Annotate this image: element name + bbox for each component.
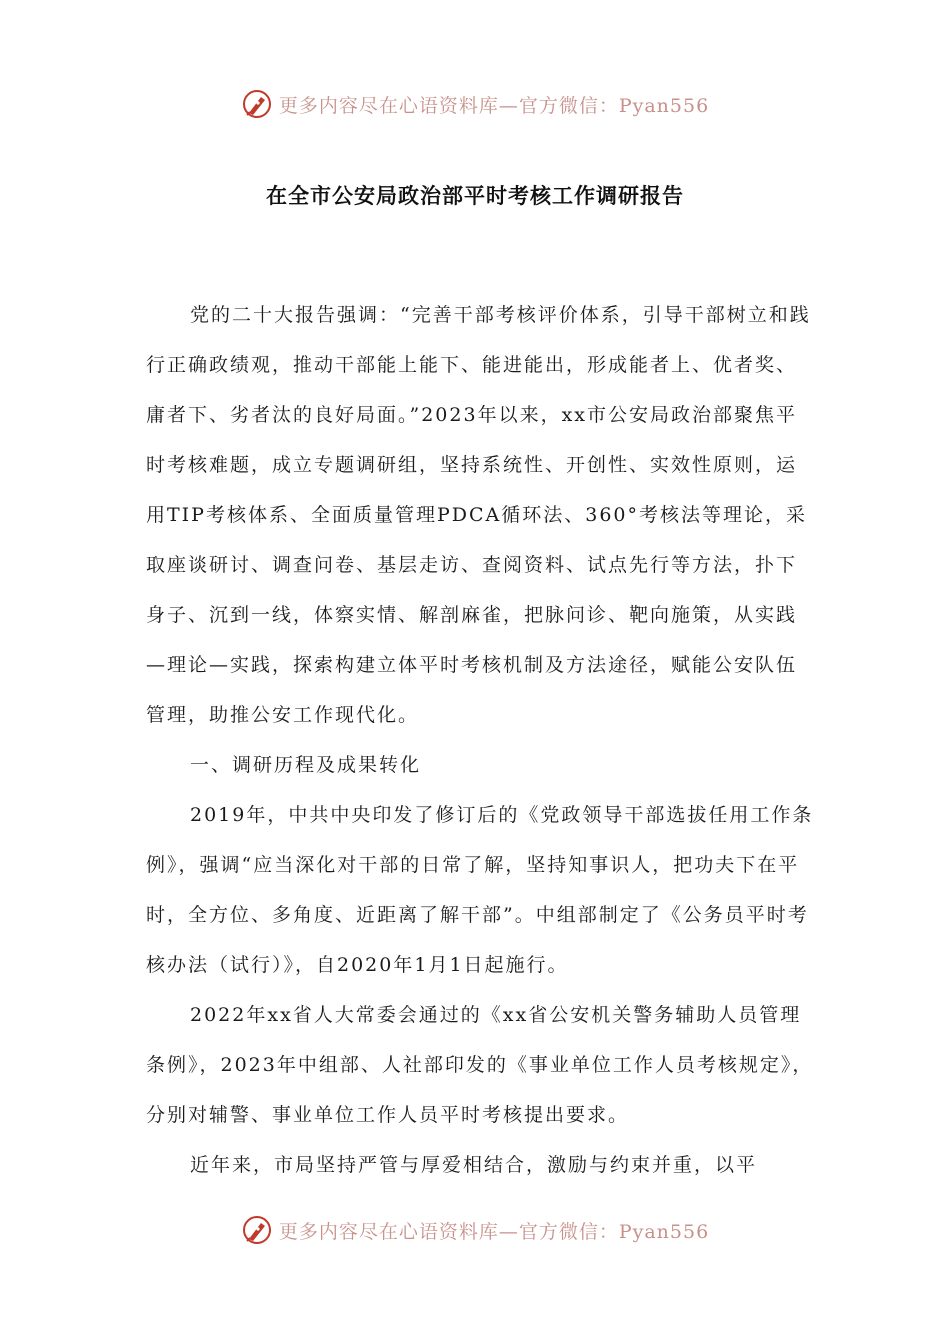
pen-nib-logo-icon [241, 1214, 273, 1246]
watermark-text: 更多内容尽在心语资料库—官方微信：Pyan556 [278, 1220, 710, 1243]
paragraph-2022: 2022年xx省人大常委会通过的《xx省公安机关警务辅助人员管理条例》，2023年中组部、人社部印发的《事业单位工作人员考核规定》，分别对辅警、事业单位工作人员平时考核提出要求。 [146, 1004, 814, 1126]
watermark-footer [0, 1210, 950, 1250]
watermark-text: 更多内容尽在心语资料库—官方微信：Pyan556 [278, 94, 710, 117]
document-body [146, 290, 816, 1190]
watermark-header [0, 84, 950, 124]
document-title: 在全市公安局政治部平时考核工作调研报告 [266, 184, 684, 208]
paragraph-intro: 党的二十大报告强调：“完善干部考核评价体系，引导干部树立和践行正确政绩观，推动干部能上能下、能进能出，形成能者上、优者奖、庸者下、劣者汰的良好局面。”2023年以来，xx市公安局政治部聚焦平时考核难题，成立专题调研组，坚持系统性、开创性、实效性原则，运用TIP考核体系、全面质量管理PDCA循环法、360°考核法等理论，采取座谈研讨、调查问卷、基层走访、查阅资料、试点先行等方法，扑下身子、沉到一线，体察实情、解剖麻雀，把脉问诊、靶向施策，从实践—理论—实践，探索构建立体平时考核机制及方法途径，赋能公安队伍管理，助推公安工作现代化。 [146, 304, 811, 726]
paragraph-recent: 近年来，市局坚持严管与厚爱相结合，激励与约束并重，以平 [190, 1154, 758, 1176]
section-heading: 一、调研历程及成果转化 [190, 754, 422, 776]
pen-nib-logo-icon [241, 88, 273, 120]
paragraph-2019: 2019年，中共中央印发了修订后的《党政领导干部选拔任用工作条例》，强调“应当深化对干部的日常了解，坚持知事识人，把功夫下在平时，全方位、多角度、近距离了解干部”。中组部制定了《公务员平时考核办法（试行）》，自2020年1月1日起施行。 [146, 804, 814, 976]
